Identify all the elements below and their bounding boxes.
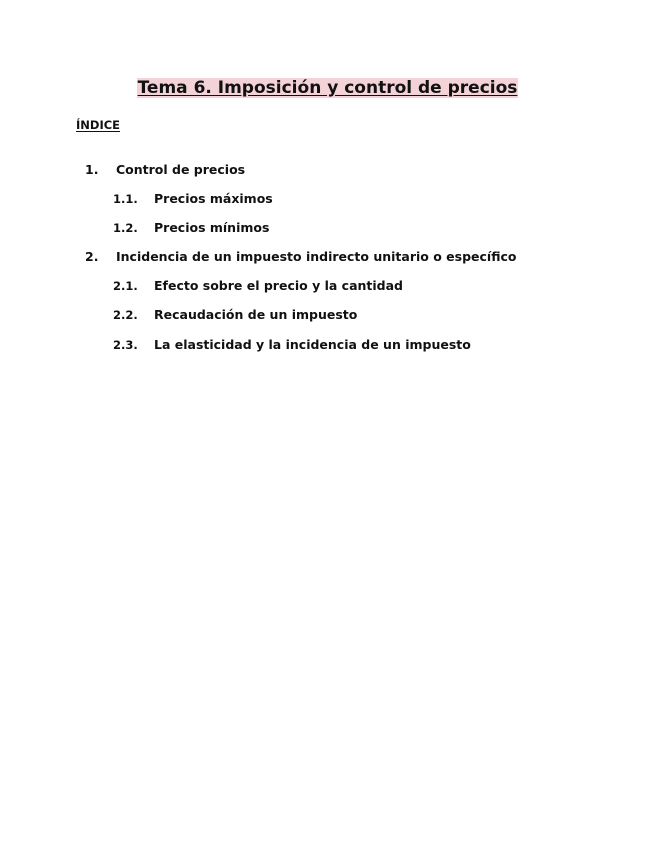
toc-item-label: Precios mínimos <box>154 220 270 235</box>
document-title-text: Tema 6. Imposición y control de precios <box>137 78 518 98</box>
toc-item-label: Recaudación de un impuesto <box>154 307 358 322</box>
toc-item-number: 1.2. <box>113 221 138 235</box>
toc-item-label: La elasticidad y la incidencia de un impuesto <box>154 337 471 352</box>
index-heading: ÍNDICE <box>76 118 121 132</box>
toc-item-number: 2. <box>85 249 99 264</box>
toc-item-number: 2.2. <box>113 308 138 322</box>
toc-item-label: Control de precios <box>116 162 246 177</box>
toc-item-label: Efecto sobre el precio y la cantidad <box>154 278 403 293</box>
toc-item-label: Precios máximos <box>154 191 273 206</box>
toc-item-number: 1.1. <box>113 192 138 206</box>
document-title <box>0 76 655 100</box>
toc-item-number: 2.1. <box>113 279 138 293</box>
toc-item-number: 1. <box>85 162 99 177</box>
toc-item-number: 2.3. <box>113 338 138 352</box>
toc-item-label: Incidencia de un impuesto indirecto unitario o específico <box>116 249 517 264</box>
